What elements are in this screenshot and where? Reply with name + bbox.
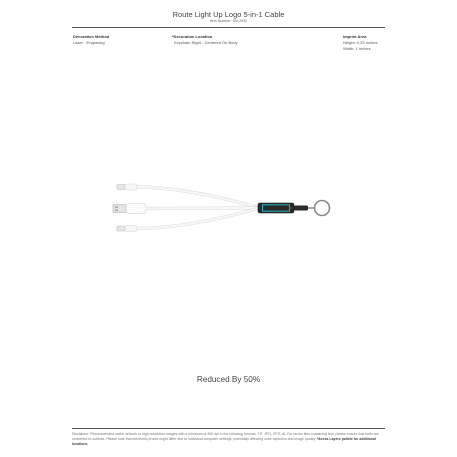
- imprint-area-label: Imprint Area: [343, 34, 367, 39]
- bottom-cable-strand: [137, 208, 260, 229]
- cable-product-image: [100, 178, 340, 238]
- imprint-height-value: Height: 0.25 Inches: [343, 40, 378, 46]
- disclaimer: [72, 432, 385, 447]
- decoration-method-value: Laser - Engraving: [73, 40, 105, 46]
- decoration-location-value: Keychain Right - Centered On Body: [174, 40, 238, 46]
- keyring: [294, 201, 330, 216]
- disclaimer-text: Disclaimer: Recommended vector artwork or high-resolution images with a minimum of 300 dpi in the following formats: TIF, JPG, EPS, AI. For vector files containing text, please ensure that fonts are converted to outlines. Please note that electronic proofs might differ due to individual computer settings, potentially affecting color depiction and image quality.: [72, 432, 379, 441]
- decoration-method-label: Decoration Method: [73, 34, 110, 39]
- item-number: Item Number: SM-2632: [209, 19, 248, 23]
- bottom-lightning-connector: [117, 226, 137, 232]
- light-up-logo-body: [258, 203, 294, 213]
- header-divider: [72, 27, 385, 28]
- layers-note: *Acess Layers pallete for additional locations.: [72, 437, 376, 446]
- reduced-scale-note: Reduced By 50%: [196, 375, 261, 384]
- imprint-area-section: [343, 34, 377, 53]
- decoration-method-section: [73, 34, 109, 46]
- usb-a-connector: [113, 204, 146, 214]
- footer-divider: [72, 428, 385, 429]
- imprint-width-value: Width: 1 Inches: [343, 46, 371, 52]
- decoration-location-section: [172, 34, 238, 46]
- decoration-location-label: *Decoration Location: [172, 34, 213, 39]
- top-micro-connector: [117, 184, 137, 190]
- proof-title: Route Light Up Logo 5-in-1 Cable: [172, 10, 285, 19]
- top-cable-strand: [137, 187, 260, 208]
